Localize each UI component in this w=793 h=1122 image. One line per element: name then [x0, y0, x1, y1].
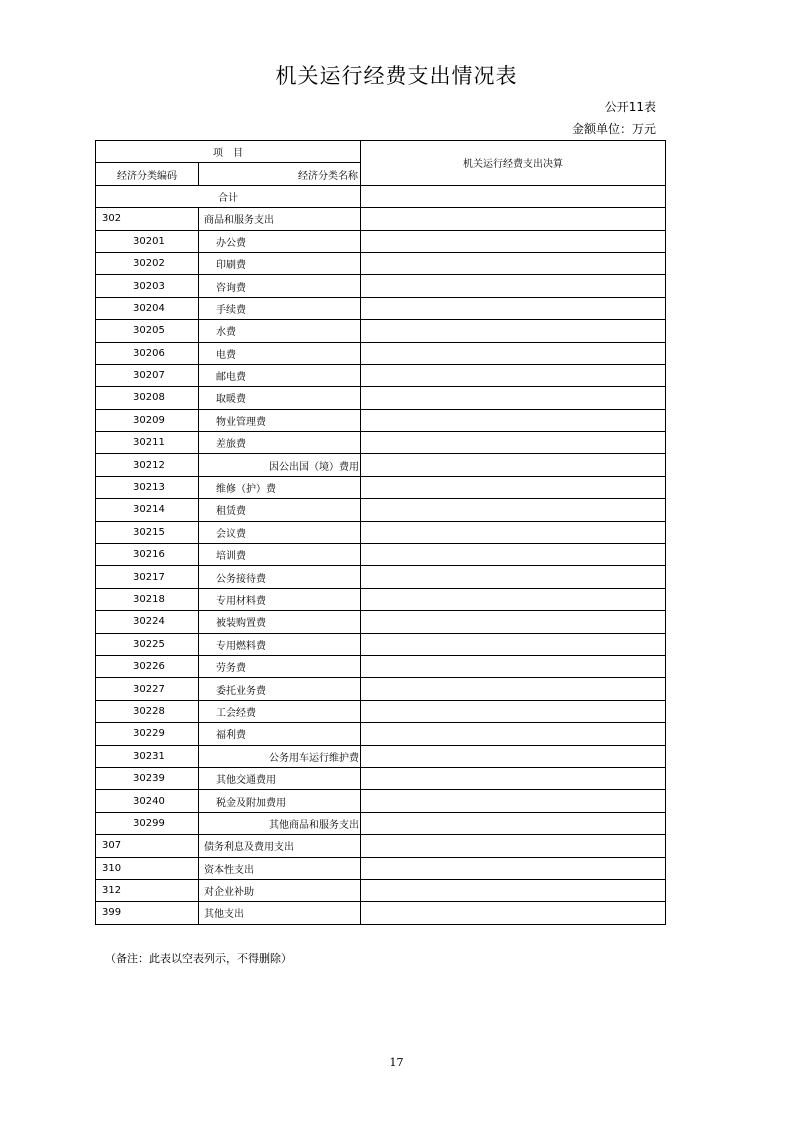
table-row — [96, 767, 666, 789]
row-value — [361, 432, 666, 454]
table-row — [96, 252, 666, 274]
row-value — [361, 454, 666, 476]
row-name: 债务利息及费用支出 — [199, 835, 361, 857]
row-code: 30231 — [96, 745, 199, 767]
row-code: 30207 — [96, 364, 199, 386]
row-code: 30206 — [96, 342, 199, 364]
table-row — [96, 700, 666, 722]
table-row — [96, 364, 666, 386]
row-value — [361, 230, 666, 252]
row-name: 福利费 — [199, 723, 361, 745]
row-name: 劳务费 — [199, 655, 361, 677]
row-code: 30212 — [96, 454, 199, 476]
table-row — [96, 633, 666, 655]
table-row — [96, 879, 666, 901]
row-value — [361, 342, 666, 364]
row-name: 专用材料费 — [199, 588, 361, 610]
row-value — [361, 655, 666, 677]
table-row — [96, 454, 666, 476]
row-value — [361, 208, 666, 230]
row-name: 其他支出 — [199, 902, 361, 924]
table-row — [96, 678, 666, 700]
row-value — [361, 790, 666, 812]
row-name: 租赁费 — [199, 499, 361, 521]
row-name: 电费 — [199, 342, 361, 364]
row-name: 印刷费 — [199, 252, 361, 274]
amount-unit: 金额单位：万元 — [571, 122, 656, 136]
table-row — [96, 387, 666, 409]
table-row — [96, 723, 666, 745]
row-name: 水费 — [199, 320, 361, 342]
page-number: 17 — [389, 1056, 404, 1069]
row-code: 30211 — [96, 432, 199, 454]
row-value — [361, 879, 666, 901]
row-code: 30208 — [96, 387, 199, 409]
table-row — [96, 835, 666, 857]
row-code: 30201 — [96, 230, 199, 252]
table-row — [96, 521, 666, 543]
row-value — [361, 835, 666, 857]
row-code: 30214 — [96, 499, 199, 521]
total-row — [96, 185, 666, 207]
row-name: 委托业务费 — [199, 678, 361, 700]
total-value — [361, 185, 666, 207]
row-value — [361, 409, 666, 431]
table-row — [96, 476, 666, 498]
table-row — [96, 432, 666, 454]
header-code: 经济分类编码 — [96, 163, 199, 185]
header-row-1 — [96, 141, 666, 163]
row-name: 工会经费 — [199, 700, 361, 722]
footnote: （备注：此表以空表列示，不得删除） — [105, 952, 292, 965]
row-code: 30203 — [96, 275, 199, 297]
table-row — [96, 655, 666, 677]
row-code: 30226 — [96, 655, 199, 677]
row-code: 399 — [96, 902, 199, 924]
row-name: 其他交通费用 — [199, 767, 361, 789]
row-code: 307 — [96, 835, 199, 857]
row-value — [361, 857, 666, 879]
row-code: 30215 — [96, 521, 199, 543]
row-name: 其他商品和服务支出 — [199, 812, 361, 834]
row-value — [361, 588, 666, 610]
page-title: 机关运行经费支出情况表 — [275, 64, 518, 88]
row-name: 资本性支出 — [199, 857, 361, 879]
row-value — [361, 275, 666, 297]
row-value — [361, 745, 666, 767]
row-name: 被装购置费 — [199, 611, 361, 633]
row-code: 30239 — [96, 767, 199, 789]
row-code: 30205 — [96, 320, 199, 342]
row-name: 因公出国（境）费用 — [199, 454, 361, 476]
form-number: 公开11表 — [604, 100, 656, 114]
row-value — [361, 767, 666, 789]
row-value — [361, 700, 666, 722]
row-name: 公务用车运行维护费 — [199, 745, 361, 767]
table-row — [96, 745, 666, 767]
row-value — [361, 544, 666, 566]
row-value — [361, 633, 666, 655]
row-value — [361, 476, 666, 498]
row-name: 物业管理费 — [199, 409, 361, 431]
row-name: 会议费 — [199, 521, 361, 543]
table-row — [96, 611, 666, 633]
row-code: 30202 — [96, 252, 199, 274]
table-row — [96, 812, 666, 834]
table-row — [96, 297, 666, 319]
row-code: 30218 — [96, 588, 199, 610]
row-code: 310 — [96, 857, 199, 879]
table-row — [96, 857, 666, 879]
row-name: 取暖费 — [199, 387, 361, 409]
row-code: 30240 — [96, 790, 199, 812]
row-code: 30213 — [96, 476, 199, 498]
row-value — [361, 252, 666, 274]
row-code: 30217 — [96, 566, 199, 588]
row-value — [361, 297, 666, 319]
row-value — [361, 499, 666, 521]
row-code: 30299 — [96, 812, 199, 834]
row-code: 30209 — [96, 409, 199, 431]
row-code: 312 — [96, 879, 199, 901]
row-name: 对企业补助 — [199, 879, 361, 901]
table-row — [96, 230, 666, 252]
row-name: 商品和服务支出 — [199, 208, 361, 230]
row-value — [361, 678, 666, 700]
row-name: 邮电费 — [199, 364, 361, 386]
row-name: 税金及附加费用 — [199, 790, 361, 812]
table-row — [96, 342, 666, 364]
table-row — [96, 409, 666, 431]
table-row — [96, 320, 666, 342]
table-row — [96, 208, 666, 230]
row-code: 30204 — [96, 297, 199, 319]
row-value — [361, 902, 666, 924]
row-name: 差旅费 — [199, 432, 361, 454]
header-item: 项 目 — [96, 141, 361, 163]
row-value — [361, 611, 666, 633]
total-label: 合计 — [96, 185, 361, 207]
table-row — [96, 902, 666, 924]
row-name: 手续费 — [199, 297, 361, 319]
table-row — [96, 588, 666, 610]
row-value — [361, 723, 666, 745]
row-code: 30225 — [96, 633, 199, 655]
table-row — [96, 790, 666, 812]
row-value — [361, 320, 666, 342]
table-row — [96, 544, 666, 566]
row-code: 30224 — [96, 611, 199, 633]
header-value: 机关运行经费支出决算 — [361, 141, 666, 186]
row-value — [361, 387, 666, 409]
row-code: 30227 — [96, 678, 199, 700]
row-code: 30216 — [96, 544, 199, 566]
expense-table — [95, 140, 666, 925]
row-code: 302 — [96, 208, 199, 230]
header-name: 经济分类名称 — [199, 163, 361, 185]
row-value — [361, 566, 666, 588]
row-name: 咨询费 — [199, 275, 361, 297]
row-name: 办公费 — [199, 230, 361, 252]
row-code: 30229 — [96, 723, 199, 745]
row-name: 培训费 — [199, 544, 361, 566]
table-row — [96, 499, 666, 521]
row-code: 30228 — [96, 700, 199, 722]
table-row — [96, 275, 666, 297]
row-name: 公务接待费 — [199, 566, 361, 588]
row-name: 专用燃料费 — [199, 633, 361, 655]
table-row — [96, 566, 666, 588]
row-name: 维修（护）费 — [199, 476, 361, 498]
row-value — [361, 812, 666, 834]
row-value — [361, 364, 666, 386]
row-value — [361, 521, 666, 543]
